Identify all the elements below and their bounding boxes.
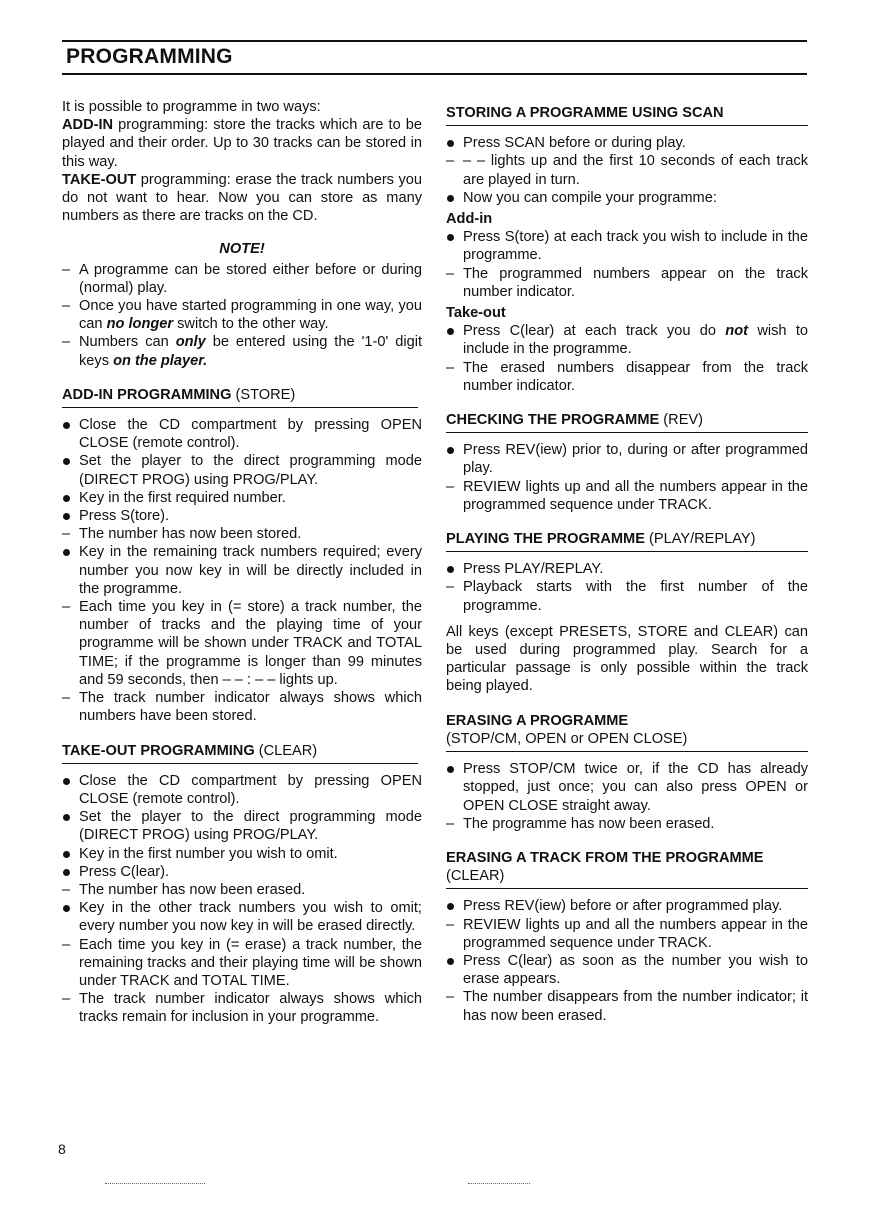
list-item: REVIEW lights up and all the numbers appear in the programmed sequence under TRACK. (463, 916, 808, 951)
checking-list (446, 441, 808, 514)
list-item: Press REV(iew) before or after programmed play. (463, 898, 783, 915)
erasing-track-list (446, 897, 808, 1024)
list-item: Playback starts with the first number of the programme. (463, 579, 808, 614)
list-item: Each time you key in (= store) a track number, the number of tracks and the playing time of your programme will be shown under TRACK and TOTAL TIME; if the programme is longer than 99 minutes and 59 seconds, then – – : – – lights up. (79, 599, 422, 688)
list-item: The number disappears from the number indicator; it has now been erased. (463, 989, 808, 1024)
section-rule (446, 888, 808, 889)
list-item: Press C(lear) as soon as the number you wish to erase appears. (463, 952, 808, 988)
scan-take-out-list (446, 322, 808, 395)
scan-list (446, 134, 808, 207)
list-item: The track number indicator always shows which tracks remain for inclusion in your programme. (79, 991, 422, 1026)
page-number: 8 (58, 1141, 66, 1157)
list-item: Key in the first required number. (79, 489, 286, 506)
page-title: PROGRAMMING (66, 45, 233, 68)
left-column (62, 98, 422, 1027)
add-in-description: programming: store the tracks which are to be played and their order. Up to 30 tracks can be stored in this way. (62, 117, 422, 170)
list-item: Press S(tore). (79, 508, 170, 525)
add-in-heading: ADD-IN PROGRAMMING (STORE) (62, 386, 296, 403)
add-in-label: ADD-IN (62, 117, 114, 134)
take-out-label: TAKE-OUT (62, 171, 137, 188)
list-item: The programme has now been erased. (463, 815, 715, 832)
playing-note: All keys (except PRESETS, STORE and CLEAR) can be used during programmed play. Search for a particular passage is only possible within the track being played. (446, 623, 808, 695)
scan-heading: STORING A PROGRAMME USING SCAN (446, 105, 724, 121)
list-item: Set the player to the direct programming mode (DIRECT PROG) using PROG/PLAY. (79, 809, 422, 844)
scan-artifact (468, 1183, 530, 1185)
top-rule (62, 40, 807, 42)
right-column (446, 98, 808, 1025)
list-item: Press STOP/CM twice or, if the CD has already stopped, just once; you can also press OPEN or OPEN CLOSE straight away. (463, 761, 808, 814)
list-item: Press C(lear) at each track you do not wish to include in the programme. (463, 323, 808, 358)
list-item: – – lights up and the first 10 seconds of each track are played in turn. (463, 153, 808, 188)
add-in-list (62, 416, 422, 725)
scan-artifact (105, 1183, 205, 1185)
list-item: Numbers can only be entered using the '1-0' digit keys on the player. (79, 334, 423, 369)
intro-paragraph: It is possible to programme in two ways: (62, 99, 321, 115)
scan-add-in-subheading: Add-in (446, 211, 493, 228)
playing-heading: PLAYING THE PROGRAMME (PLAY/REPLAY) (446, 531, 756, 548)
section-rule (446, 432, 808, 433)
list-item: Close the CD compartment by pressing OPEN CLOSE (remote control). (79, 772, 422, 807)
erasing-programme-heading: ERASING A PROGRAMME (STOP/CM, OPEN or OPEN CLOSE) (446, 712, 688, 747)
section-rule (446, 751, 808, 752)
list-item: Press PLAY/REPLAY. (463, 561, 604, 578)
list-item: Key in the other track numbers you wish to omit; every number you now key in will be erased directly. (79, 900, 422, 935)
list-item: Set the player to the direct programming mode (DIRECT PROG) using PROG/PLAY. (79, 453, 422, 488)
scan-take-out-subheading: Take-out (446, 305, 506, 322)
add-in-intro (62, 116, 422, 171)
list-item: Key in the remaining track numbers required; every number you now key in will be directly included in the programme. (79, 544, 422, 597)
take-out-description: programming: erase the track numbers you do not want to hear. Now you can store as many numbers as there are tracks on the CD. (62, 171, 422, 225)
list-item: Now you can compile your programme: (463, 189, 717, 206)
section-rule (62, 407, 418, 408)
list-item: REVIEW lights up and all the numbers appear in the programmed sequence under TRACK. (463, 478, 808, 513)
scan-add-in-list (446, 228, 808, 301)
list-item: The erased numbers disappear from the track number indicator. (463, 359, 808, 394)
list-item: Press SCAN before or during play. (463, 135, 686, 152)
list-item: Press REV(iew) prior to, during or after programmed play. (463, 442, 808, 477)
list-item: A programme can be stored either before or during (normal) play. (79, 261, 422, 296)
section-rule (446, 551, 808, 552)
list-item: Key in the first number you wish to omit. (79, 845, 338, 862)
take-out-list (62, 772, 422, 1027)
list-item: Press C(lear). (79, 863, 170, 880)
note-heading: NOTE! (219, 241, 265, 258)
playing-list (446, 560, 808, 615)
list-item: The number has now been erased. (79, 881, 306, 898)
list-item: Each time you key in (= erase) a track number, the remaining tracks and their playing time will be shown under TRACK and TOTAL TIME. (79, 936, 422, 989)
list-item: Close the CD compartment by pressing OPEN CLOSE (remote control). (79, 417, 422, 452)
list-item: The number has now been stored. (79, 526, 302, 543)
note-list (62, 261, 422, 370)
section-rule (446, 125, 808, 126)
take-out-intro (62, 171, 422, 226)
list-item: The programmed numbers appear on the track number indicator. (463, 265, 808, 300)
title-rule (62, 73, 807, 75)
list-item: The track number indicator always shows which numbers have been stored. (79, 690, 422, 725)
list-item: Once you have started programming in one way, you can no longer switch to the other way. (79, 298, 422, 333)
section-rule (62, 763, 418, 764)
intro (62, 98, 422, 225)
list-item: Press S(tore) at each track you wish to include in the programme. (463, 229, 808, 264)
take-out-heading: TAKE-OUT PROGRAMMING (CLEAR) (62, 742, 318, 759)
erasing-track-heading: ERASING A TRACK FROM THE PROGRAMME (CLEAR) (446, 849, 764, 885)
checking-heading: CHECKING THE PROGRAMME (REV) (446, 412, 704, 429)
erasing-programme-list (446, 760, 808, 833)
